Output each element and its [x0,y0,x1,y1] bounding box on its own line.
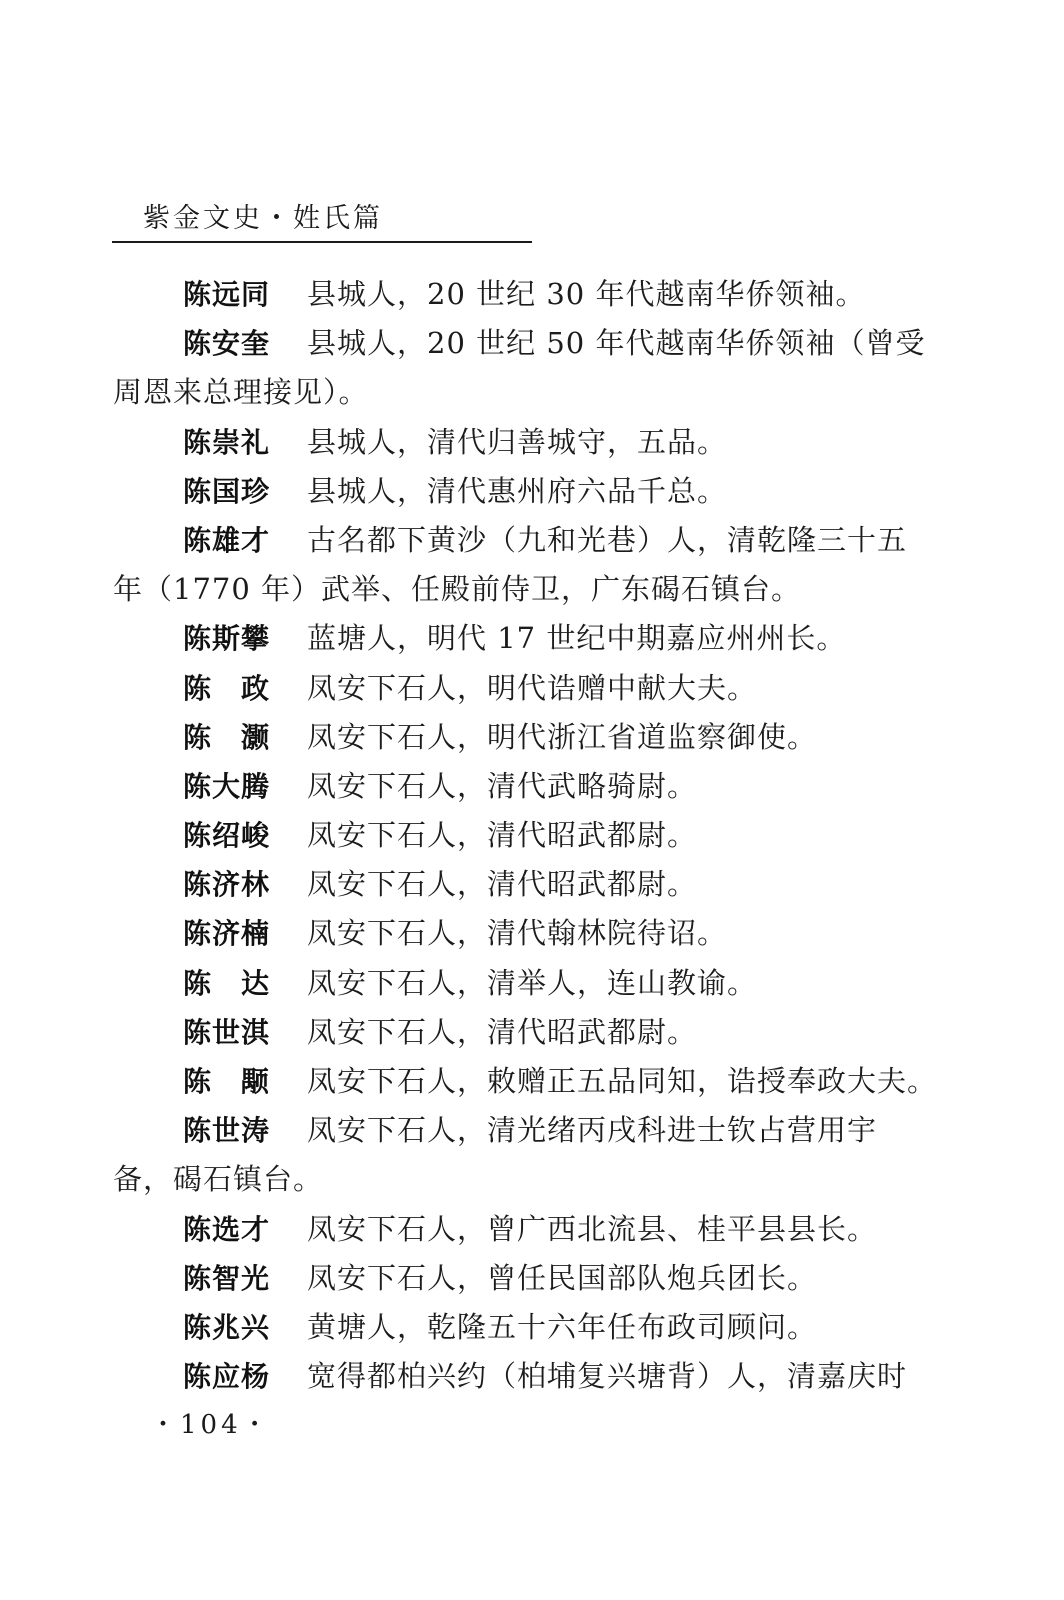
person-name: 陈大腾 [183,769,271,803]
entry-continuation-line [0,368,1064,417]
person-name: 陈远同 [183,278,271,311]
page-number: ・104・ [150,1410,272,1440]
entry-first-line [0,1303,1064,1352]
header-rule [112,241,532,243]
person-name: 陈斯攀 [183,622,271,656]
entry-description: 县城人，清代惠州府六品千总。 [307,473,728,508]
biography-entry [0,959,1064,1008]
person-name: 陈 达 [183,966,271,1000]
running-title: 紫金文史・姓氏篇 [143,203,383,234]
entry-description: 凤安下石人，明代浙江省道监察御使。 [307,719,818,754]
biography-entry [0,1205,1064,1254]
person-name: 陈选才 [183,1212,271,1246]
biography-entry [0,1106,1064,1204]
person-name: 陈兆兴 [183,1310,271,1344]
entry-first-line [0,909,1064,958]
entry-description: 黄塘人，乾隆五十六年任布政司顾问。 [307,1309,818,1344]
entry-description-continued: 周恩来总理接见）。 [113,375,369,410]
entry-description: 县城人，20 世纪 50 年代越南华侨领袖（曾受 [307,326,926,361]
entry-first-line [0,319,1064,368]
entry-first-line [0,860,1064,909]
person-name: 陈世淇 [183,1015,271,1049]
person-name: 陈 灏 [183,720,271,754]
biography-entry [0,811,1064,860]
biography-entry [0,319,1064,417]
entry-description-continued: 备，碣石镇台。 [113,1162,324,1197]
person-name: 陈世涛 [183,1114,271,1148]
biography-entry [0,614,1064,663]
entry-first-line [0,713,1064,762]
person-name: 陈智光 [183,1261,271,1295]
entry-description: 凤安下石人，清代昭武都尉。 [307,867,698,902]
entry-description: 凤安下石人，清代武略骑尉。 [307,768,698,803]
entry-continuation-line [0,565,1064,614]
biography-entry [0,1008,1064,1057]
person-name: 陈 政 [183,671,271,705]
entry-first-line [0,959,1064,1008]
biography-entry [0,1303,1064,1352]
biography-entry [0,664,1064,713]
person-name: 陈 颙 [183,1065,271,1098]
entry-first-line [0,1352,1064,1401]
entry-first-line [0,1254,1064,1303]
person-name: 陈安奎 [183,327,271,361]
entry-first-line [0,811,1064,860]
entry-description: 蓝塘人，明代 17 世纪中期嘉应州州长。 [307,621,847,656]
entry-description: 凤安下石人，清光绪丙戌科进士钦占营用宇 [307,1113,878,1148]
entry-description: 凤安下石人，曾任民国部队炮兵团长。 [307,1260,818,1295]
biography-entry [0,270,1064,319]
entry-description: 宽得都柏兴约（柏埔复兴塘背）人，清嘉庆时 [307,1359,908,1394]
entry-description: 凤安下石人，清代昭武都尉。 [307,818,698,853]
entry-description-continued: 年（1770 年）武举、任殿前侍卫，广东碣石镇台。 [113,572,802,607]
entry-description: 古名都下黄沙（九和光巷）人，清乾隆三十五 [307,522,908,557]
entry-description: 凤安下石人，清代昭武都尉。 [307,1014,698,1049]
biography-entry [0,762,1064,811]
biography-entry [0,1352,1064,1401]
biography-entry [0,1057,1064,1106]
entry-description: 县城人，20 世纪 30 年代越南华侨领袖。 [307,277,866,311]
person-name: 陈绍峻 [183,819,271,853]
biography-entry [0,516,1064,614]
biography-list [0,270,1064,1401]
entry-description: 凤安下石人，敕赠正五品同知，诰授奉政大夫。 [307,1064,938,1098]
entry-first-line [0,270,1064,319]
person-name: 陈应杨 [183,1360,271,1394]
entry-first-line [0,1106,1064,1155]
entry-first-line [0,614,1064,663]
biography-entry [0,467,1064,516]
entry-first-line [0,1205,1064,1254]
biography-entry [0,860,1064,909]
biography-entry [0,418,1064,467]
entry-first-line [0,1057,1064,1106]
entry-first-line [0,762,1064,811]
person-name: 陈国珍 [183,474,271,508]
entry-description: 凤安下石人，曾广西北流县、桂平县县长。 [307,1211,878,1246]
entry-description: 凤安下石人，明代诰赠中献大夫。 [307,670,758,705]
person-name: 陈雄才 [183,523,271,557]
entry-continuation-line [0,1155,1064,1204]
entry-description: 县城人，清代归善城守，五品。 [307,424,728,459]
biography-entry [0,713,1064,762]
entry-first-line [0,516,1064,565]
biography-entry [0,909,1064,958]
person-name: 陈济楠 [183,917,271,951]
entry-first-line [0,1008,1064,1057]
person-name: 陈崇礼 [183,425,271,459]
person-name: 陈济林 [183,868,271,902]
entry-first-line [0,467,1064,516]
entry-first-line [0,418,1064,467]
biography-entry [0,1254,1064,1303]
entry-description: 凤安下石人，清代翰林院待诏。 [307,916,728,951]
entry-description: 凤安下石人，清举人，连山教谕。 [307,965,758,1000]
entry-first-line [0,664,1064,713]
